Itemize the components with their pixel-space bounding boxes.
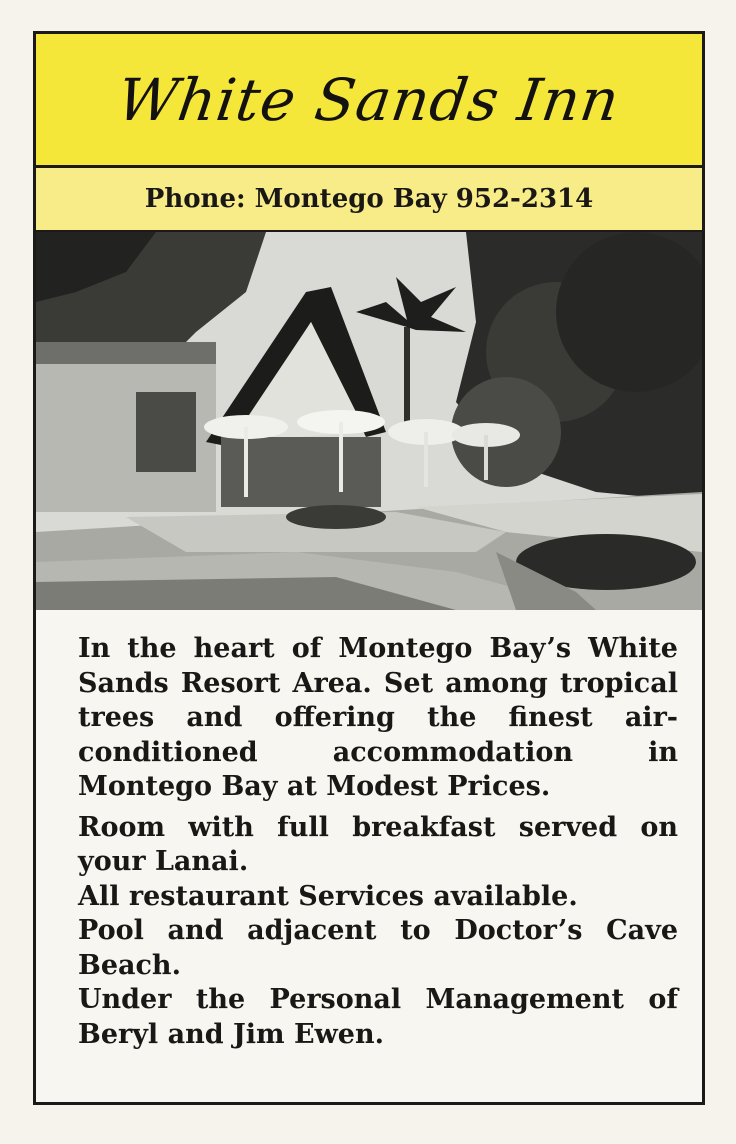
phone-banner [36,168,702,232]
paragraph-services: All restaurant Services available. [78,880,578,912]
inn-title: White Sands Inn [113,65,625,134]
advert-card [33,31,705,1105]
paragraph-breakfast: Room with full breakfast served on your Lanai. [78,811,678,877]
paragraph-pool: Pool and adjacent to Doctor’s Cave Beach. [78,915,678,981]
title-banner [36,34,702,168]
resort-photo [36,232,702,610]
phone-number: Phone: Montego Bay 952-2314 [144,184,594,214]
paragraph-location: In the heart of Montego Bay’s White Sands Resort Area. Set among tropical trees and offering the finest air-conditioned accommodation in Montego Bay at Modest Prices. [78,633,678,802]
paragraph-management: Under the Personal Management of Beryl and Jim Ewen. [78,984,678,1050]
resort-pool-photo-icon [36,232,702,610]
description [78,632,678,1052]
